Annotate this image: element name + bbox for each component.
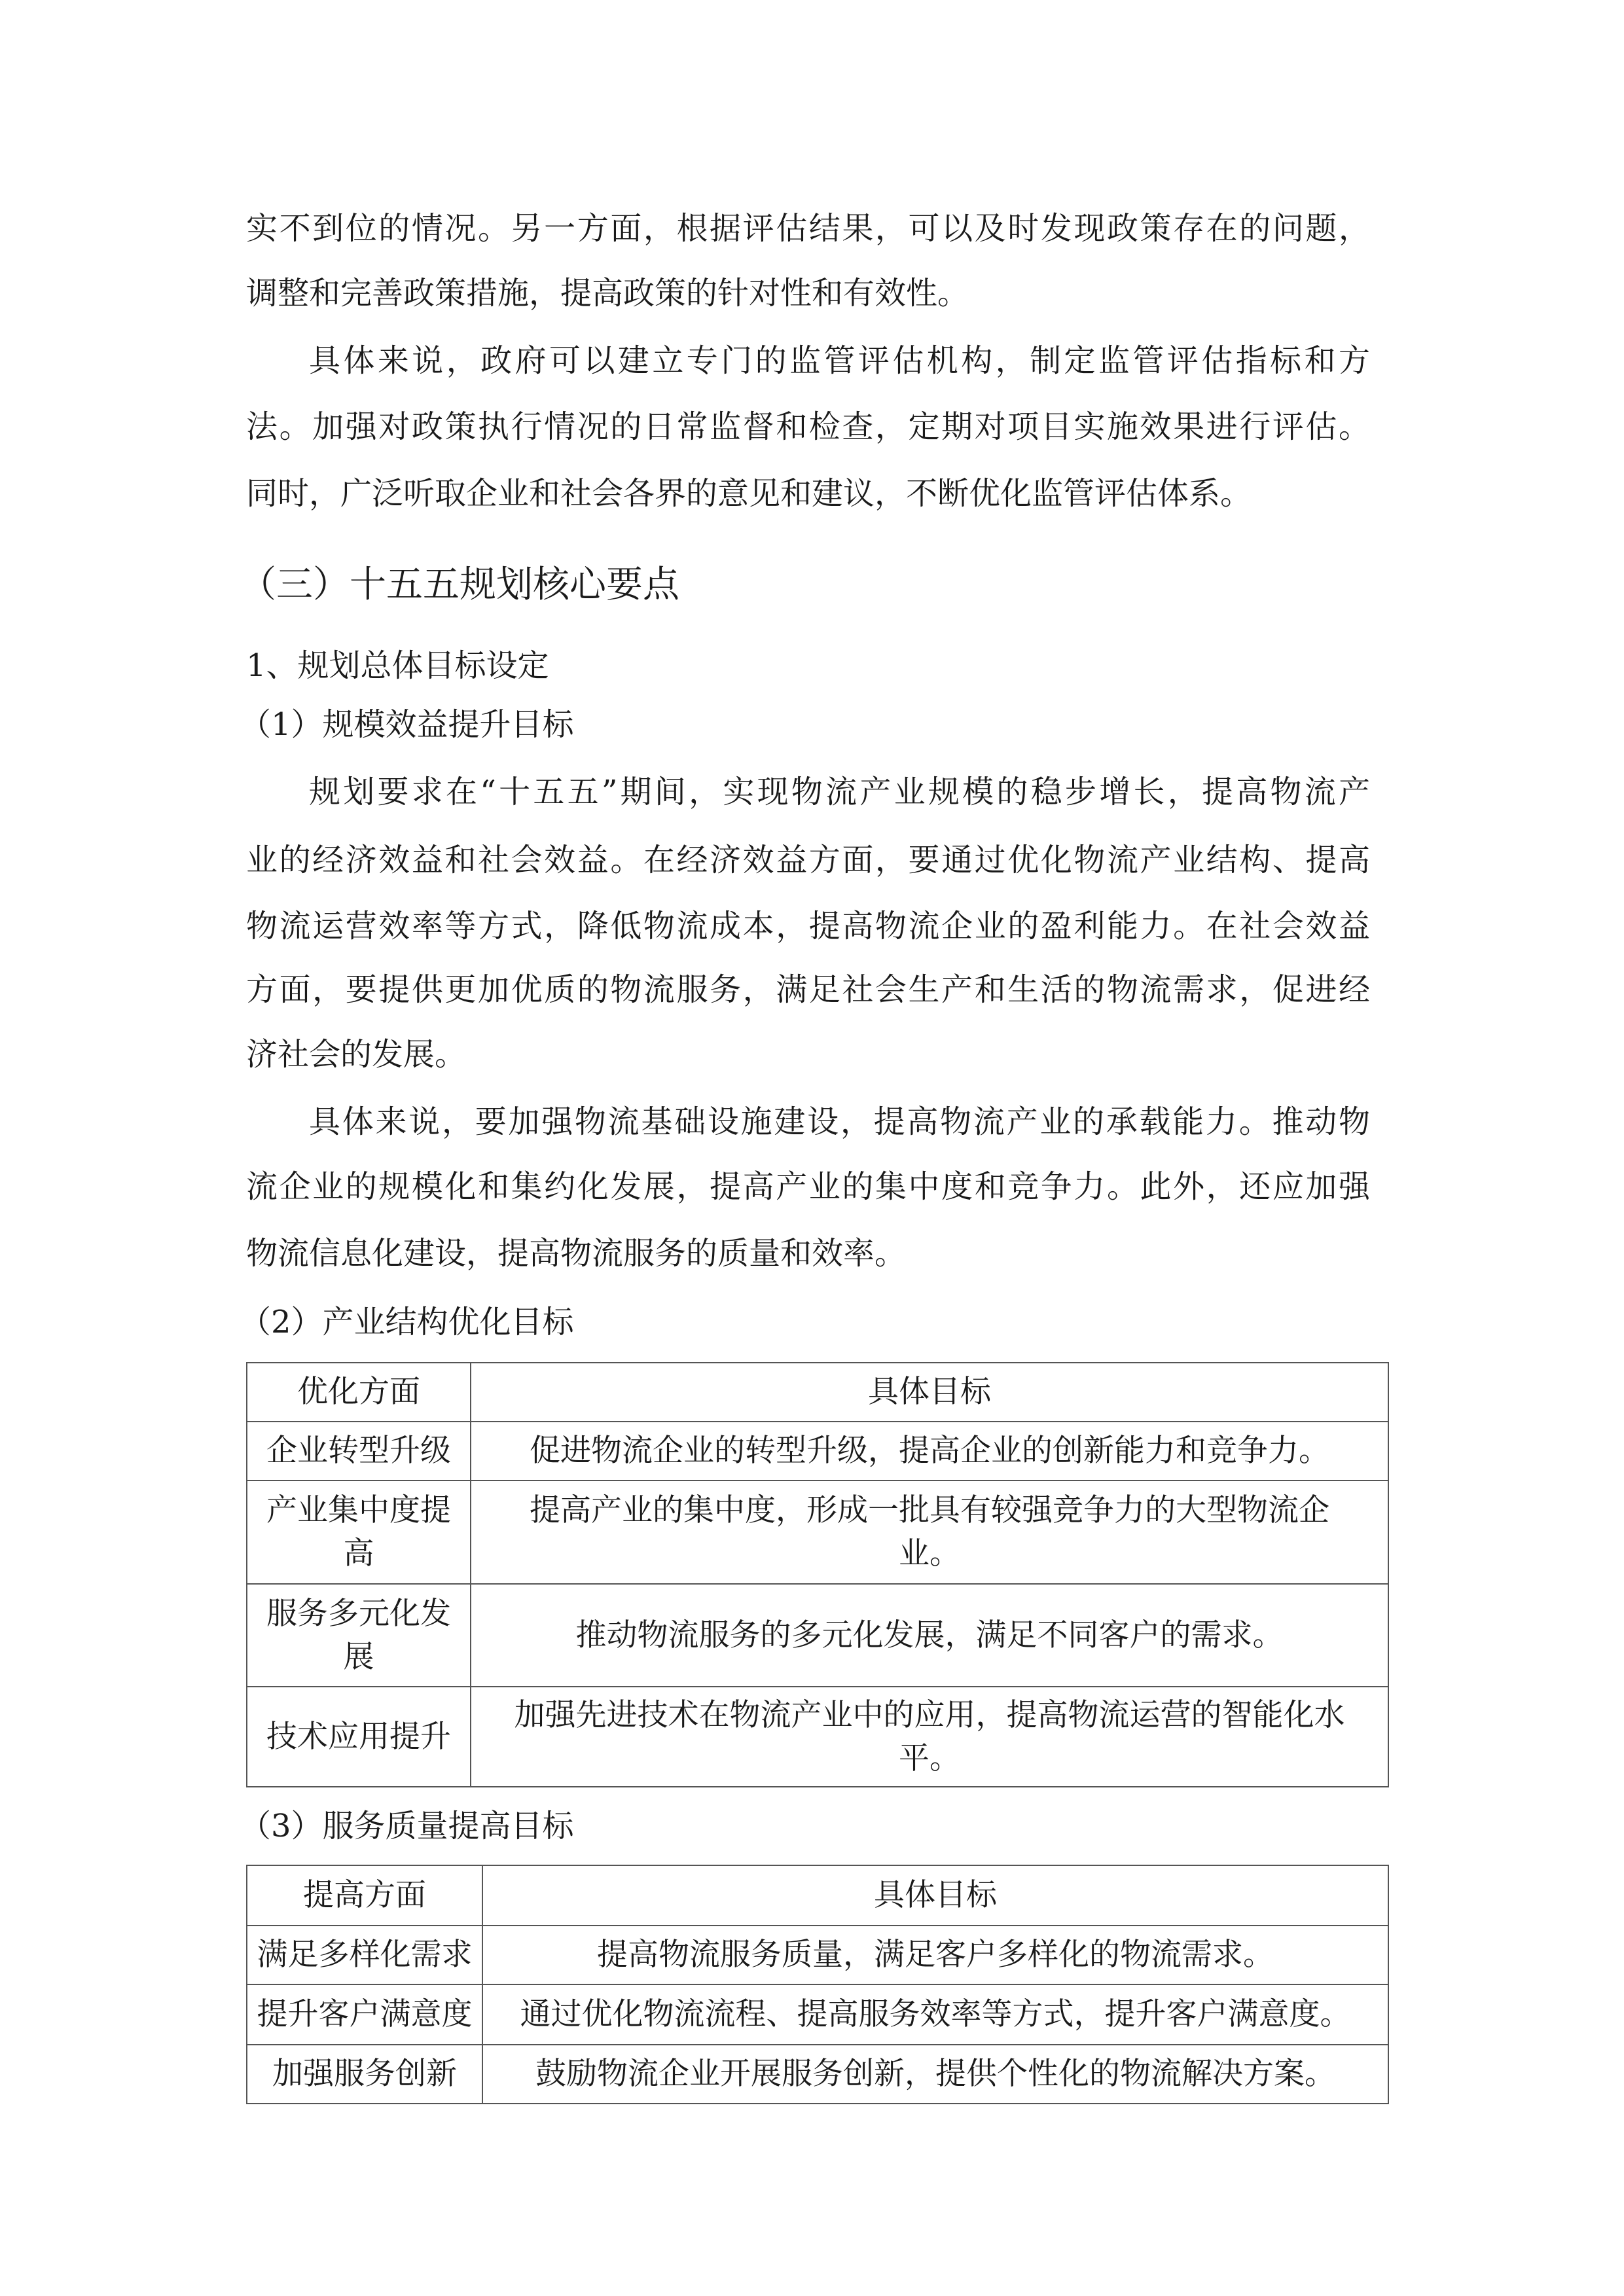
cell-text: 高 [343,1535,374,1571]
header-text: 提高方面 [303,1877,426,1913]
cell-text: 加强服务创新 [272,2056,457,2092]
target-cell [471,1584,1388,1687]
subheading: （1）规模效益提升目标 [240,706,574,743]
table-header-row [247,1865,1388,1926]
target-cell [471,1480,1388,1584]
header-text: 具体目标 [868,1374,991,1410]
header-text: 优化方面 [297,1374,420,1410]
cell-text: 加强先进技术在物流产业中的应用，提高物流运营的智能化水 [514,1696,1345,1733]
paragraph-line: 具体来说，政府可以建立专门的监管评估机构，制定监管评估指标和方 [309,342,1370,379]
paragraph-line: 物流信息化建设，提高物流服务的质量和效率。 [246,1235,907,1272]
section-heading: （三）十五五规划核心要点 [240,564,679,606]
target-cell [471,1422,1388,1480]
cell-text: 促进物流企业的转型升级，提高企业的创新能力和竞争力。 [530,1433,1329,1469]
paragraph-line: 流企业的规模化和集约化发展，提高产业的集中度和竞争力。此外，还应加强 [246,1168,1370,1205]
table-row [247,1984,1388,2045]
target-cell [471,1687,1388,1787]
table-row [247,1422,1388,1480]
paragraph-line: 规划要求在“十五五”期间，实现物流产业规模的稳步增长，提高物流产 [309,774,1370,810]
cell-text: 鼓励物流企业开展服务创新，提供个性化的物流解决方案。 [535,2056,1335,2092]
paragraph-line: 同时，广泛听取企业和社会各界的意见和建议，不断优化监管评估体系。 [246,475,1252,512]
aspect-cell [247,1480,471,1584]
paragraph-line: 方面，要提供更加优质的物流服务，满足社会生产和生活的物流需求，促进经 [246,971,1370,1008]
aspect-cell [247,1984,482,2045]
cell-text: 产业集中度提 [266,1492,451,1528]
subheading: （2）产业结构优化目标 [240,1304,574,1340]
cell-text: 服务多元化发 [266,1595,451,1632]
table-header-cell [471,1363,1388,1422]
cell-text: 技术应用提升 [266,1718,451,1755]
subheading: 1、规划总体目标设定 [246,647,549,684]
table-header-cell [247,1865,482,1926]
table-row [247,1926,1388,1984]
service-quality-table [246,1865,1389,2104]
table-row [247,1687,1388,1787]
cell-text: 满足多样化需求 [257,1937,473,1973]
table-row [247,2045,1388,2104]
cell-text: 提高物流服务质量，满足客户多样化的物流需求。 [597,1937,1274,1973]
cell-text: 通过优化物流流程、提高服务效率等方式，提升客户满意度。 [520,1996,1351,2032]
paragraph-line: 实不到位的情况。另一方面，根据评估结果，可以及时发现政策存在的问题， [246,210,1370,247]
table-row [247,1584,1388,1687]
aspect-cell [247,1926,482,1984]
cell-text: 业。 [899,1535,960,1571]
table-row [247,1480,1388,1584]
paragraph-line: 业的经济效益和社会效益。在经济效益方面，要通过优化物流产业结构、提高 [246,842,1370,878]
subheading: （3）服务质量提高目标 [240,1808,574,1844]
table-header-row [247,1363,1388,1422]
table-header-cell [482,1865,1388,1926]
cell-text: 展 [343,1638,374,1675]
aspect-cell [247,1584,471,1687]
industry-structure-table [246,1362,1389,1787]
cell-text: 推动物流服务的多元化发展，满足不同客户的需求。 [575,1617,1284,1653]
paragraph-line: 物流运营效率等方式，降低物流成本，提高物流企业的盈利能力。在社会效益 [246,908,1370,944]
paragraph-line: 具体来说，要加强物流基础设施建设，提高物流产业的承载能力。推动物 [309,1103,1370,1140]
header-text: 具体目标 [874,1877,997,1913]
cell-text: 提升客户满意度 [257,1996,473,2032]
cell-text: 平。 [899,1740,960,1776]
aspect-cell [247,1687,471,1787]
target-cell [482,1984,1388,2045]
paragraph-line: 调整和完善政策措施，提高政策的针对性和有效性。 [246,275,969,312]
aspect-cell [247,2045,482,2104]
target-cell [482,2045,1388,2104]
paragraph-line: 济社会的发展。 [246,1036,467,1073]
cell-text: 企业转型升级 [266,1433,451,1469]
paragraph-line: 法。加强对政策执行情况的日常监督和检查，定期对项目实施效果进行评估。 [246,408,1370,445]
table-header-cell [247,1363,471,1422]
cell-text: 提高产业的集中度，形成一批具有较强竞争力的大型物流企 [530,1492,1329,1528]
aspect-cell [247,1422,471,1480]
target-cell [482,1926,1388,1984]
